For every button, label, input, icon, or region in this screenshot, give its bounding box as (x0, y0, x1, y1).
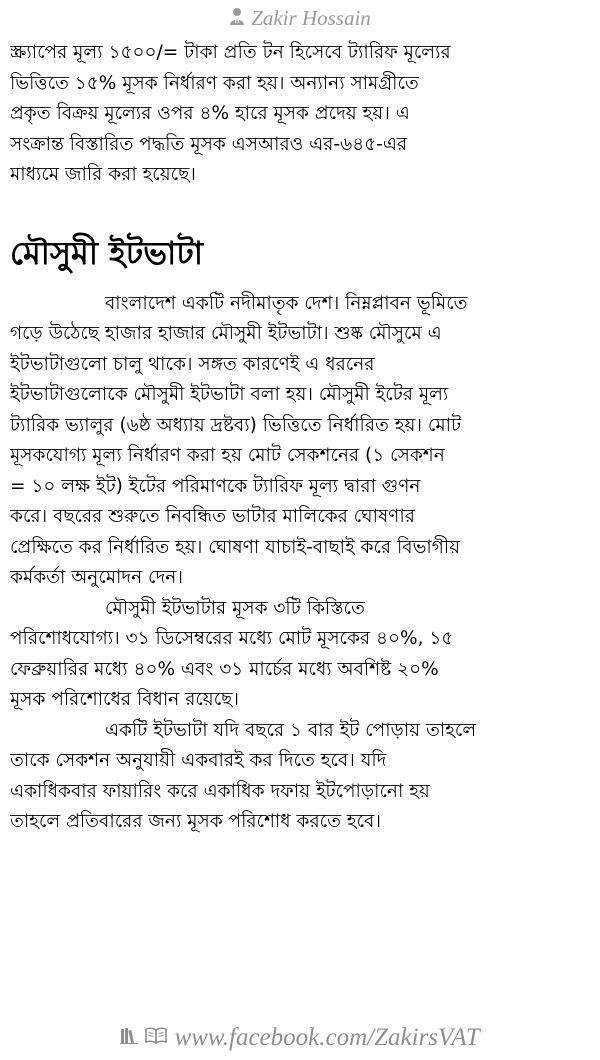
text-line: গড়ে উঠেছে হাজার হাজার মৌসুমী ইটভাটা। শুষ্ক মৌসুমে এ (10, 323, 442, 344)
text-line: প্রেক্ষিতে কর নির্ধারিত হয়। ঘোষণা যাচাই-বাছাই করে বিভাগীয় (10, 536, 461, 558)
facebook-url: www.facebook.com/ZakirsVAT (174, 1024, 480, 1051)
paragraph-installments (10, 594, 590, 716)
footer-icons (120, 1021, 166, 1053)
document-body (10, 38, 590, 838)
text-line: বাংলাদেশ একটি নদীমাতৃক দেশ। নিম্নপ্লাবন ভূমিতে (105, 292, 468, 314)
page-header (0, 4, 600, 32)
text-line: ট্যারিক ভ্যালুর (৬ষ্ঠ অধ্যায় দ্রষ্টব্য) ভিত্তিতে নির্ধারিত হয়। মোট (10, 414, 462, 436)
paragraph-firing (10, 716, 590, 838)
text-line: একাধিকবার ফায়ারিং করে একাধিক দফায় ইটপোড়ানো হয় (10, 780, 430, 802)
intro-paragraph (10, 38, 590, 191)
section-heading: মৌসুমী ইটভাটা (10, 233, 204, 272)
text-line: মাধ্যমে জারি করা হয়েছে। (10, 164, 196, 185)
text-line: প্রকৃত বিক্রয় মূল্যের ওপর ৪% হারে মূসক প্রদেয় হয়। এ (10, 103, 410, 124)
text-line: = ১০ লক্ষ ইট) ইটের পরিমাণকে ট্যারিফ মূল্য দ্বারা গুণন (10, 475, 421, 497)
text-line: মূসক পরিশোধের বিধান রয়েছে। (10, 689, 239, 710)
text-line: করে। বছরের শুরুতে নিবন্ধিত ভাটার মালিকের ঘোষণার (10, 506, 415, 527)
text-line: মৌসুমী ইটভাটার মূসক ৩টি কিস্তিতে (105, 597, 365, 619)
text-line: ফেব্রুয়ারির মধ্যে ৪০% এবং ৩১ মার্চের মধ্যে অবশিষ্ট ২০% (10, 658, 439, 680)
text-line: তাহলে প্রতিবারের জন্য মূসক পরিশোধ করতে হবে। (10, 811, 381, 832)
text-line: একটি ইটভাটা যদি বছরে ১ বার ইট পোড়ায় তাহলে (105, 719, 477, 741)
books-icon (120, 1026, 138, 1044)
text-line: স্ক্র্যাপের মূল্য ১৫০০/= টাকা প্রতি টন হিসেবে ট্যারিফ মূল্যের (10, 42, 451, 63)
text-line: ইটভাটাগুলোকে মৌসুমী ইটভাটা বলা হয়। মৌসুমী ইটের মূল্য (10, 384, 449, 405)
text-line: পরিশোধযোগ্য। ৩১ ডিসেম্বরের মধ্যে মোট মূসকের ৪০%, ১৫ (10, 628, 454, 649)
author-name: Zakir Hossain (251, 6, 371, 30)
person-icon (229, 4, 245, 32)
text-line: তাকে সেকশন অনুযায়ী একবারই কর দিতে হবে। যদি (10, 750, 387, 771)
text-line: কর্মকর্তা অনুমোদন দেন। (10, 567, 183, 588)
text-line: ইটভাটাগুলো চালু থাকে। সঙ্গত কারণেই এ ধরনের (10, 353, 375, 375)
text-line: ভিত্তিতে ১৫% মূসক নির্ধারণ করা হয়। অন্যান্য সামগ্রীতে (10, 72, 419, 94)
paragraph-seasonal-kilns (10, 289, 590, 594)
open-book-icon (145, 1026, 167, 1044)
text-line: সংক্রান্ত বিস্তারিত পদ্ধতি মূসক এসআরও এর-৬৪৫-এর (10, 133, 408, 155)
page-footer (0, 1022, 600, 1054)
text-line: মূসকযোগ্য মূল্য নির্ধারণ করা হয় মোট সেকশনের (১ সেকশন (10, 445, 445, 466)
